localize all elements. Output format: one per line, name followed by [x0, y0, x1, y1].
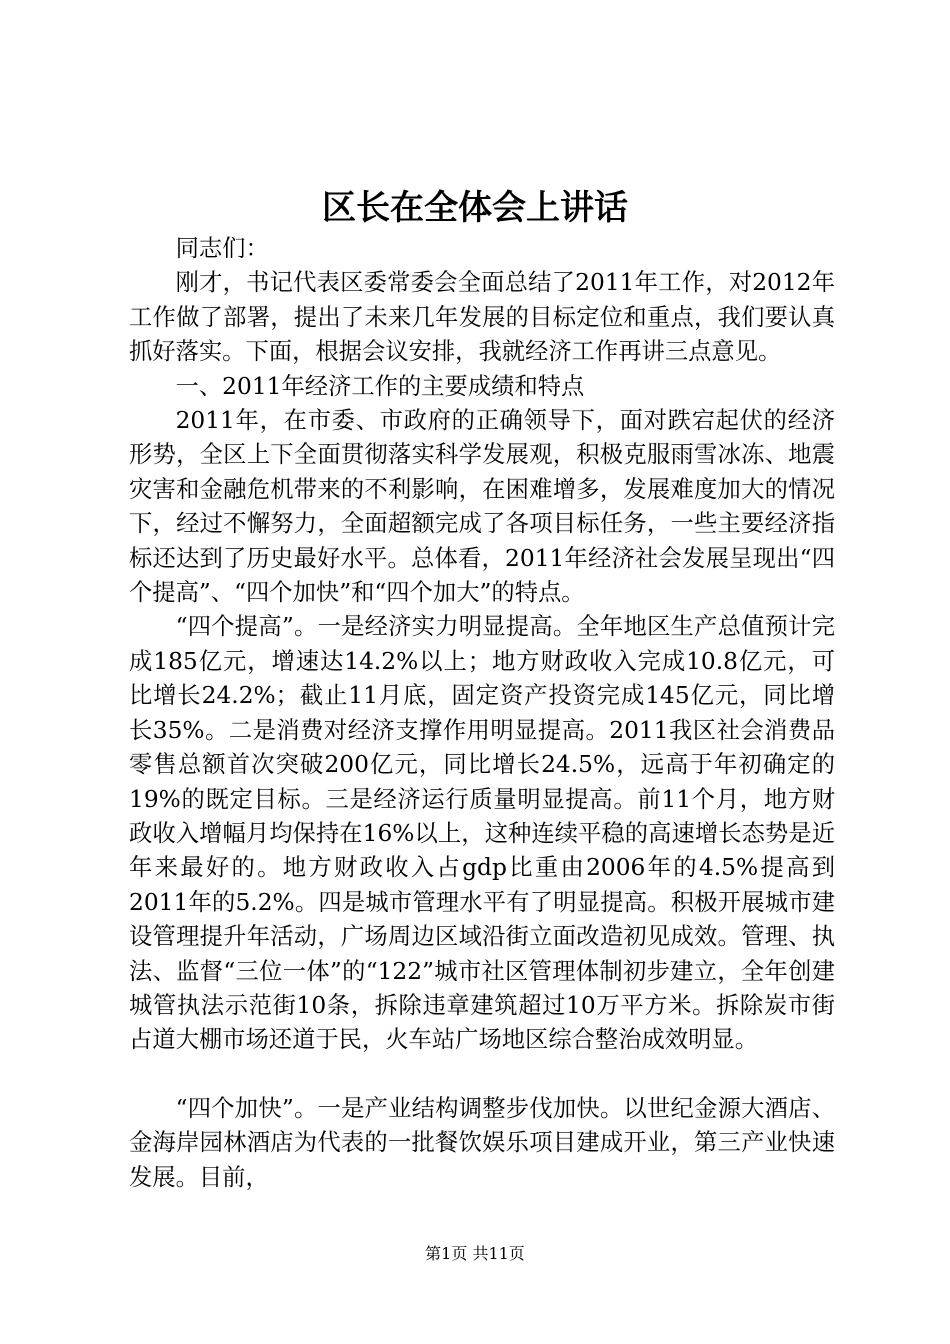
salutation: 同志们：	[175, 235, 269, 262]
paragraph-four-improvements: “四个提高”。一是经济实力明显提高。全年地区生产总值预计完成185亿元，增速达14.2%以上；地方财政收入完成10.8亿元，可比增长24.2%；截止11月底，固定资产投资完成145亿元，同比增长35%。二是消费对经济支撑作用明显提高。2011我区社会消费品零售总额首次突破200亿元，同比增长24.5%，远高于年初确定的19%的既定目标。三是经济运行质量明显提高。前11个月，地方财政收入增幅月均保持在16%以上，这种连续平稳的高速增长态势是近年来最好的。地方财政收入占gdp比重由2006年的4.5%提高到2011年的5.2%。四是城市管理水平有了明显提高。积极开展城市建设管理提升年活动，广场周边区域沿街立面改造初见成效。管理、执法、监督“三位一体”的“122”城市社区管理体制初步建立，全年创建城管执法示范街10条，拆除违章建筑超过10万平方米。拆除炭市街占道大棚市场还道于民，火车站广场地区综合整治成效明显。	[129, 613, 835, 1054]
document-body	[129, 232, 835, 1195]
paragraph-intro: 刚才，书记代表区委常委会全面总结了2011年工作，对2012年工作做了部署，提出了未来几年发展的目标定位和重点，我们要认真抓好落实。下面，根据会议安排，我就经济工作再讲三点意见。	[129, 269, 835, 366]
page-footer: 第1页 共11页	[425, 1244, 525, 1263]
document-title: 区长在全体会上讲话	[322, 188, 628, 228]
section-heading: 一、2011年经济工作的主要成绩和特点	[175, 372, 585, 400]
paragraph-four-accelerations: “四个加快”。一是产业结构调整步伐加快。以世纪金源大酒店、金海岸园林酒店为代表的一批餐饮娱乐项目建成开业，第三产业快速发展。目前，	[129, 1094, 835, 1191]
paragraph-overview: 2011年，在市委、市政府的正确领导下，面对跌宕起伏的经济形势，全区上下全面贯彻落实科学发展观，积极克服雨雪冰冻、地震灾害和金融危机带来的不利影响，在困难增多，发展难度加大的情况下，经过不懈努力，全面超额完成了各项目标任务，一些主要经济指标还达到了历史最好水平。总体看，2011年经济社会发展呈现出“四个提高”、“四个加快”和“四个加大”的特点。	[129, 407, 835, 607]
